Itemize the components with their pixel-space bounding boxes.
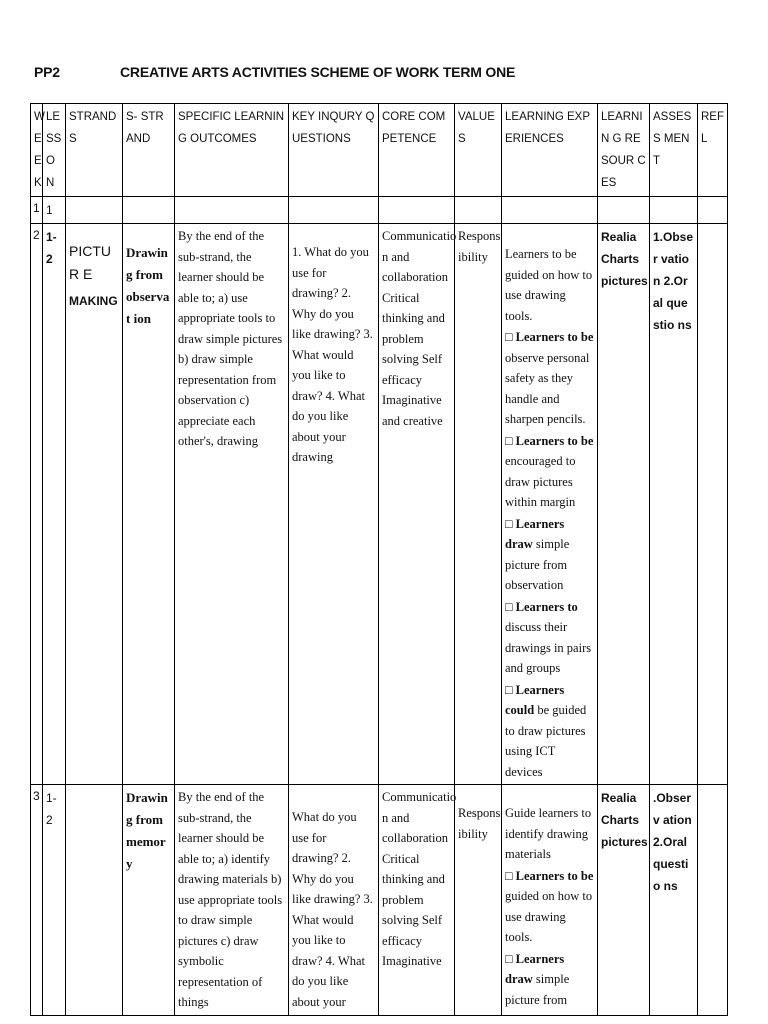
values-cell bbox=[455, 197, 502, 224]
values-cell: Respons ibility bbox=[455, 224, 502, 785]
resources-cell bbox=[598, 197, 650, 224]
sub-strand-cell: Drawing from memory bbox=[123, 785, 175, 1016]
header-outcomes: SPECIFIC LEARNING OUTCOMES bbox=[175, 104, 289, 197]
experience-item bbox=[505, 514, 594, 596]
header-questions: KEY INQURY QUESTIONS bbox=[289, 104, 379, 197]
header-week: W E E K bbox=[31, 104, 43, 197]
assessment-cell bbox=[650, 197, 698, 224]
questions-cell: What do you use for drawing? 2. Why do you like drawing? 3. What would you like to draw? 4. What do you like about your bbox=[289, 785, 379, 1016]
resources-cell: Realia Charts pictures bbox=[598, 785, 650, 1016]
questions-cell bbox=[289, 197, 379, 224]
experience-item bbox=[505, 949, 594, 1011]
experience-bullet: □ Learners to be bbox=[505, 330, 594, 344]
strand-cell bbox=[66, 197, 123, 224]
experience-bullet: □ Learners draw bbox=[505, 516, 565, 551]
header-resources: LEARNIN G RESOUR CES bbox=[598, 104, 650, 197]
experience-bullet: □ Learners to be bbox=[505, 433, 594, 448]
table-row bbox=[31, 197, 728, 224]
lesson-cell: 1- 2 bbox=[43, 785, 66, 1016]
week-cell: 1 bbox=[31, 197, 43, 224]
experience-item bbox=[505, 680, 594, 783]
resources-cell: Realia Charts pictures bbox=[598, 224, 650, 785]
outcomes-cell: By the end of the sub-strand, the learner should be able to; a) use appropriate tools to draw simple pictures b) draw simple representation from observation c) appreciate each other's, drawing bbox=[175, 224, 289, 785]
experiences-cell bbox=[502, 197, 598, 224]
reflection-cell bbox=[698, 197, 728, 224]
header-assessment: ASSESS MENT bbox=[650, 104, 698, 197]
lesson-cell: 1- 2 bbox=[43, 224, 66, 785]
header-sub-strand: S- STRAND bbox=[123, 104, 175, 197]
lesson-cell: 1 bbox=[43, 197, 66, 224]
competence-cell: Communicatio n and collaboration Critical thinking and problem solving Self efficacy Imaginative bbox=[379, 785, 455, 1016]
experience-bullet: □ Learners draw bbox=[505, 951, 565, 986]
experience-text: guided on how to use drawing tools. bbox=[505, 889, 593, 944]
strand-name-top: PICTUR E bbox=[69, 243, 111, 282]
experience-text: simple picture from observation bbox=[505, 537, 570, 592]
header-strands: STRANDS bbox=[66, 104, 123, 197]
experiences-cell bbox=[502, 224, 598, 785]
grade-label: PP2 bbox=[34, 64, 60, 80]
experience-item bbox=[505, 431, 594, 513]
week-cell: 3 bbox=[31, 785, 43, 1016]
outcomes-cell bbox=[175, 197, 289, 224]
strand-name-bottom: MAKING bbox=[69, 294, 118, 308]
experience-text: encouraged to draw pictures within margin bbox=[505, 454, 576, 509]
experience-item bbox=[505, 597, 594, 679]
experiences-cell bbox=[502, 785, 598, 1016]
experience-bullet: □ Learners could bbox=[505, 682, 565, 717]
sub-strand-cell: Drawing from observat ion bbox=[123, 224, 175, 785]
outcomes-cell: By the end of the sub-strand, the learner should be able to; a) identify drawing materials b) use appropriate tools to draw simple pictures c) draw symbolic representation of things bbox=[175, 785, 289, 1016]
questions-cell: 1. What do you use for drawing? 2. Why do you like drawing? 3. What would you like to draw? 4. What do you like about your drawing bbox=[289, 224, 379, 785]
experience-text: discuss their drawings in pairs and groups bbox=[505, 620, 592, 675]
values-cell: Respons ibility bbox=[455, 785, 502, 1016]
week-cell: 2 bbox=[31, 224, 43, 785]
assessment-cell: 1.Obser vation 2.Oral questio ns bbox=[650, 224, 698, 785]
header-reflection: REF L bbox=[698, 104, 728, 197]
assessment-cell: .Observ ation 2.Oral questio ns bbox=[650, 785, 698, 1016]
header-experiences: LEARNING EXPERIENCES bbox=[502, 104, 598, 197]
header-values: VALUES bbox=[455, 104, 502, 197]
experience-text: simple picture from bbox=[505, 972, 570, 1007]
experience-bullet: □ Learners to be bbox=[505, 868, 594, 883]
competence-cell bbox=[379, 197, 455, 224]
reflection-cell bbox=[698, 224, 728, 785]
sub-strand-cell bbox=[123, 197, 175, 224]
document-title: CREATIVE ARTS ACTIVITIES SCHEME OF WORK TERM ONE bbox=[120, 64, 516, 80]
header-row bbox=[31, 104, 728, 197]
header-competence: CORE COMPETENCE bbox=[379, 104, 455, 197]
header-lesson: LE SS O N bbox=[43, 104, 66, 197]
scheme-of-work-table bbox=[30, 103, 728, 1016]
document-heading bbox=[34, 64, 516, 80]
experience-text: be guided to draw pictures using ICT devices bbox=[505, 703, 587, 779]
table-row bbox=[31, 224, 728, 785]
table-row bbox=[31, 785, 728, 1016]
experience-text: observe personal safety as they handle and sharpen pencils. bbox=[505, 350, 590, 426]
competence-cell: Communicatio n and collaboration Critical thinking and problem solving Self efficacy Imaginative and creative bbox=[379, 224, 455, 785]
experience-bullet: □ Learners to bbox=[505, 599, 578, 614]
experience-intro: Guide learners to identify drawing materials bbox=[505, 806, 592, 861]
strand-cell bbox=[66, 785, 123, 1016]
experience-item bbox=[505, 327, 594, 430]
experience-item bbox=[505, 866, 594, 948]
reflection-cell bbox=[698, 785, 728, 1016]
strand-cell bbox=[66, 224, 123, 785]
experience-intro: Learners to be guided on how to use drawing tools. bbox=[505, 247, 593, 323]
